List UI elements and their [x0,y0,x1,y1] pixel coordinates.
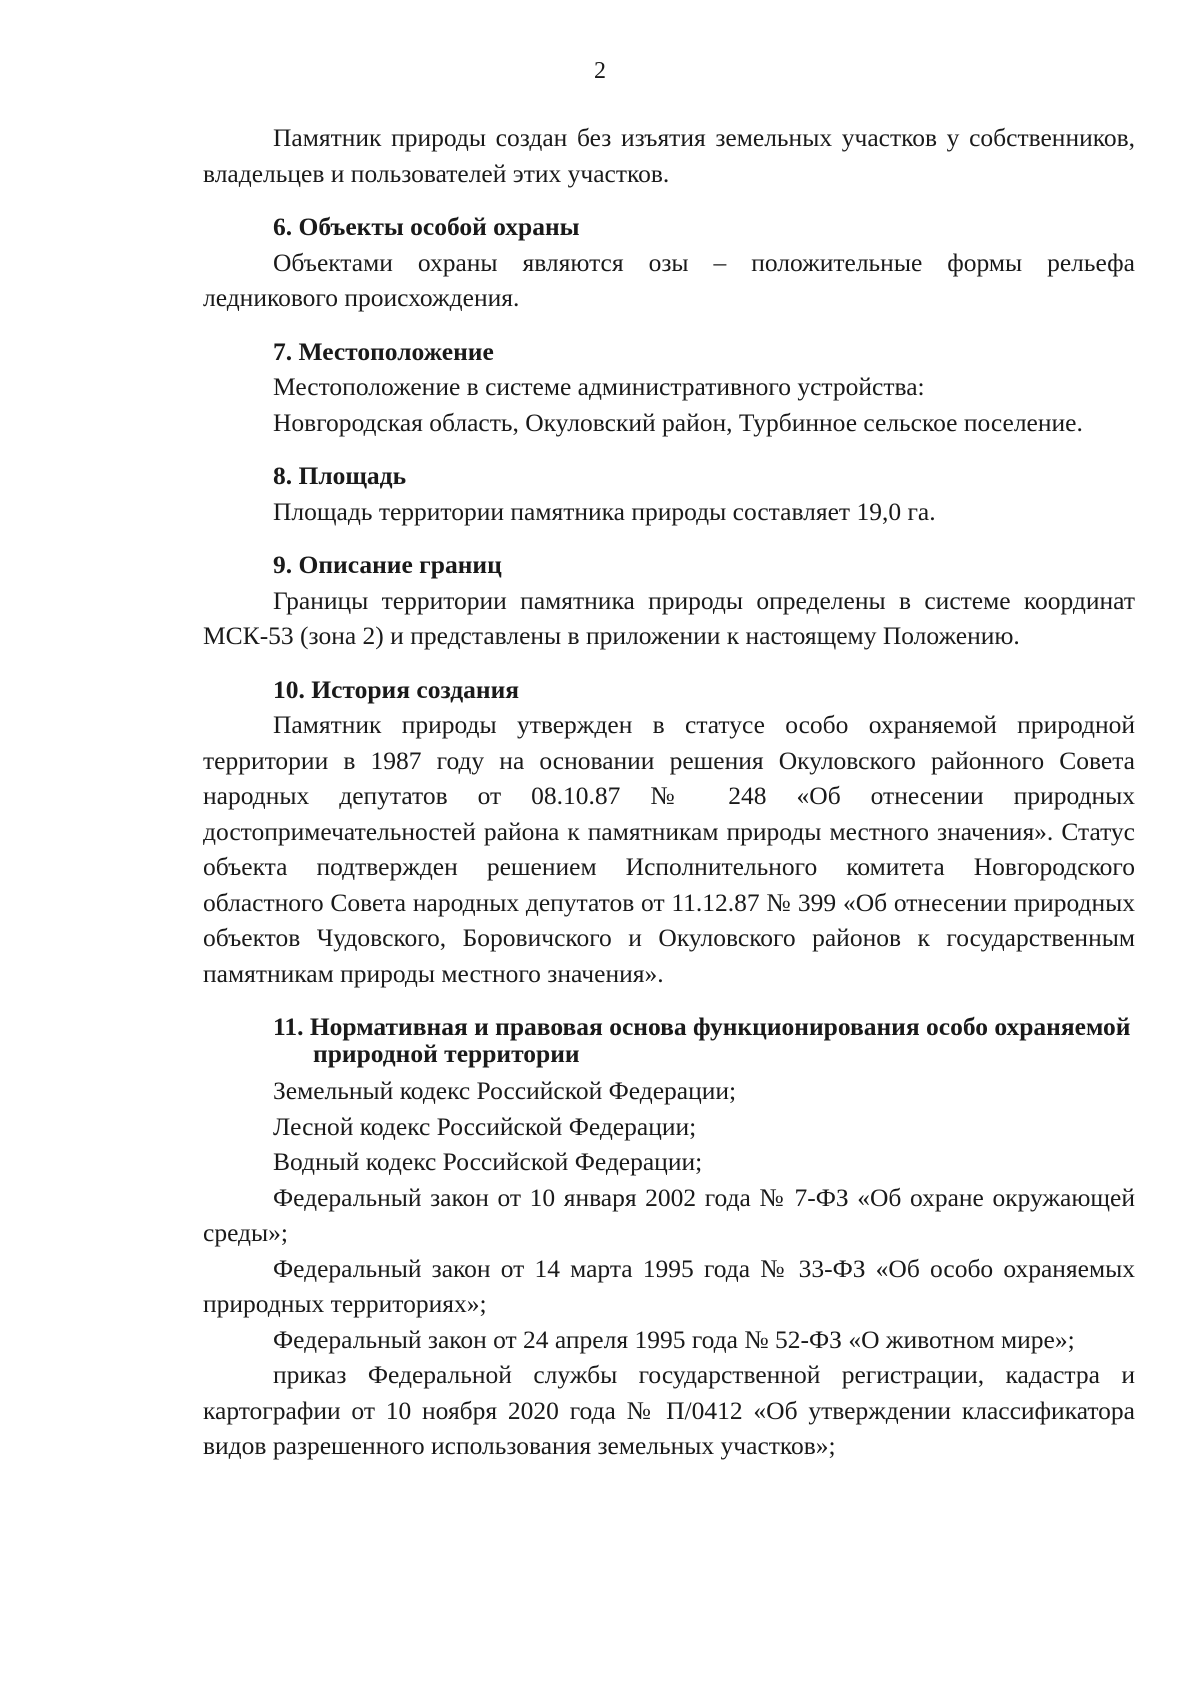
section-heading: 9. Описание границ [273,550,502,579]
law-list-item: Федеральный закон от 10 января 2002 года № 7-ФЗ «Об охране окружающей среды»; [203,1182,1135,1247]
law-list-item: Водный кодекс Российской Федерации; [273,1147,703,1176]
section-paragraph: Границы территории памятника природы определены в системе координат МСК-53 (зона 2) и представлены в приложении к настоящему Положению. [203,585,1135,650]
section-heading: 7. Местоположение [273,336,494,366]
section-boundaries [203,547,1135,654]
section-heading: 6. Объекты особой охраны [273,212,580,241]
section-legal-basis [203,1013,1135,1464]
law-list-item: приказ Федеральной службы государственной регистрации, кадастра и картографии от 10 ноября 2020 года № П/0412 «Об утверждении классификатора видов разрешенного использования земельных участков»; [203,1360,1135,1460]
section-objects-protection [203,209,1135,316]
section-paragraph: Новгородская область, Окуловский район, Турбинное сельское поселение. [273,407,1083,437]
law-list-item: Федеральный закон от 14 марта 1995 года № 33-ФЗ «Об особо охраняемых природных территориях»; [203,1253,1135,1318]
law-list-item: Земельный кодекс Российской Федерации; [273,1076,737,1105]
page-number: 2 [594,58,606,84]
intro-paragraph: Памятник природы создан без изъятия земельных участков у собственников, владельцев и пользователей этих участков. [203,123,1135,188]
section-location [203,334,1135,441]
section-heading: 11. Нормативная и правовая основа функционирования особо охраняемой природной территории [273,1012,1131,1068]
section-paragraph: Объектами охраны являются озы – положительные формы рельефа ледникового происхождения. [203,247,1135,312]
law-list-item: Федеральный закон от 24 апреля 1995 года № 52-ФЗ «О животном мире»; [273,1324,1075,1354]
document-body [203,120,1135,1464]
section-paragraph: Памятник природы утвержден в статусе особо охраняемой природной территории в 1987 году на основании решения Окуловского районного Совета народных депутатов от 08.10.87 № 248 «Об отнесении природных достопримечательностей района к памятникам природы местного значения». Статус объекта подтвержден решением Исполнительного комитета Новгородского областного Совета народных депутатов от 11.12.87 № 399 «Об отнесении природных объектов Чудовского, Боровичского и Окуловского районов к государственным памятникам природы местного значения». [203,710,1135,988]
section-paragraph: Местоположение в системе административного устройства: [273,372,925,401]
section-history [203,672,1135,992]
section-heading: 8. Площадь [273,461,407,490]
section-paragraph: Площадь территории памятника природы составляет 19,0 га. [273,496,936,526]
law-list-item: Лесной кодекс Российской Федерации; [273,1111,697,1141]
section-heading: 10. История создания [273,674,520,704]
section-area [203,458,1135,529]
